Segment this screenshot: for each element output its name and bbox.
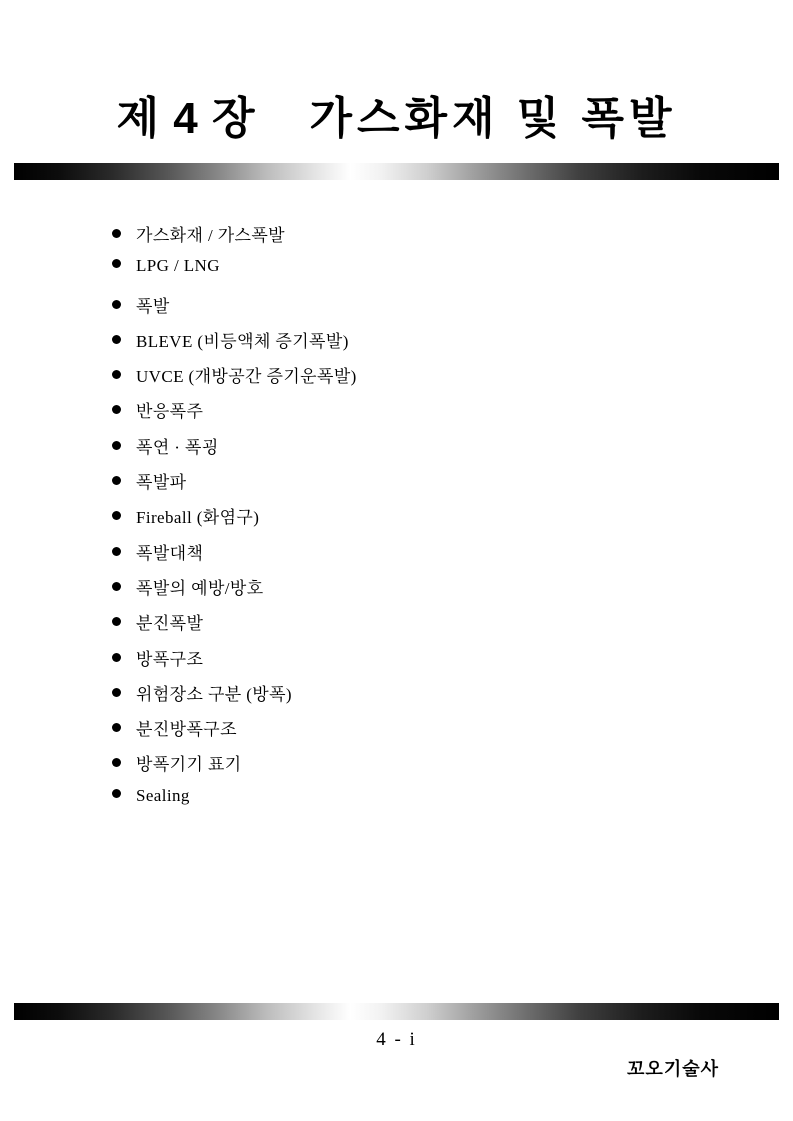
- list-item: [112, 786, 712, 821]
- bullet-icon: [112, 335, 121, 344]
- list-item: [112, 539, 712, 574]
- list-item: [112, 680, 712, 715]
- list-item-label: 폭발대책: [136, 543, 204, 563]
- bullet-icon: [112, 723, 121, 732]
- list-item-label: 분진폭발: [136, 614, 204, 634]
- list-item: [112, 292, 712, 327]
- bullet-icon: [112, 300, 121, 309]
- list-item-label: 방폭기기 표기: [136, 755, 242, 775]
- bullet-icon: [112, 789, 121, 798]
- list-item-label: 폭발: [136, 296, 170, 316]
- bullet-icon: [112, 582, 121, 591]
- list-item-label: LPG / LNG: [136, 256, 220, 276]
- table-of-contents: [112, 221, 712, 821]
- list-item: [112, 503, 712, 538]
- bullet-icon: [112, 547, 121, 556]
- list-item: [112, 433, 712, 468]
- list-item: [112, 574, 712, 609]
- page-number: 4 - i: [376, 1029, 417, 1050]
- list-item: [112, 327, 712, 362]
- list-item-label: Sealing: [136, 785, 190, 805]
- list-item-label: UVCE (개방공간 증기운폭발): [136, 367, 357, 387]
- list-item-label: 폭발파: [136, 473, 187, 493]
- bullet-icon: [112, 476, 121, 485]
- list-item-label: 가스화재 / 가스폭발: [136, 226, 285, 245]
- bullet-icon: [112, 617, 121, 626]
- bullet-icon: [112, 370, 121, 379]
- bullet-icon: [112, 653, 121, 662]
- list-item-label: 방폭구조: [136, 649, 204, 669]
- bullet-icon: [112, 405, 121, 414]
- list-item-label: 폭연 · 폭굉: [136, 437, 219, 457]
- list-item: [112, 645, 712, 680]
- list-item-label: 위험장소 구분 (방폭): [136, 684, 292, 704]
- chapter-title: 가스화재 및 폭발: [309, 94, 677, 143]
- list-item: [112, 750, 712, 785]
- bullet-icon: [112, 758, 121, 767]
- list-item: [112, 609, 712, 644]
- list-item-label: BLEVE (비등액체 증기폭발): [136, 331, 349, 351]
- list-item: [112, 256, 712, 291]
- list-item-label: 분진방폭구조: [136, 720, 237, 740]
- page-title: [0, 82, 793, 146]
- list-item-label: 폭발의 예방/방호: [136, 578, 264, 598]
- list-item: [112, 362, 712, 397]
- footer-brand: 꼬오기술사: [627, 1059, 719, 1079]
- divider-top: [14, 163, 779, 180]
- bullet-icon: [112, 511, 121, 520]
- bullet-icon: [112, 688, 121, 697]
- divider-bottom: [14, 1003, 779, 1020]
- list-item-label: 반응폭주: [136, 402, 204, 422]
- bullet-icon: [112, 441, 121, 450]
- list-item: [112, 221, 712, 256]
- list-item: [112, 397, 712, 432]
- list-item-label: Fireball (화염구): [136, 508, 260, 528]
- chapter-label: 제 4 장: [116, 94, 256, 143]
- bullet-icon: [112, 259, 121, 268]
- list-item: [112, 468, 712, 503]
- list-item: [112, 715, 712, 750]
- bullet-icon: [112, 229, 121, 238]
